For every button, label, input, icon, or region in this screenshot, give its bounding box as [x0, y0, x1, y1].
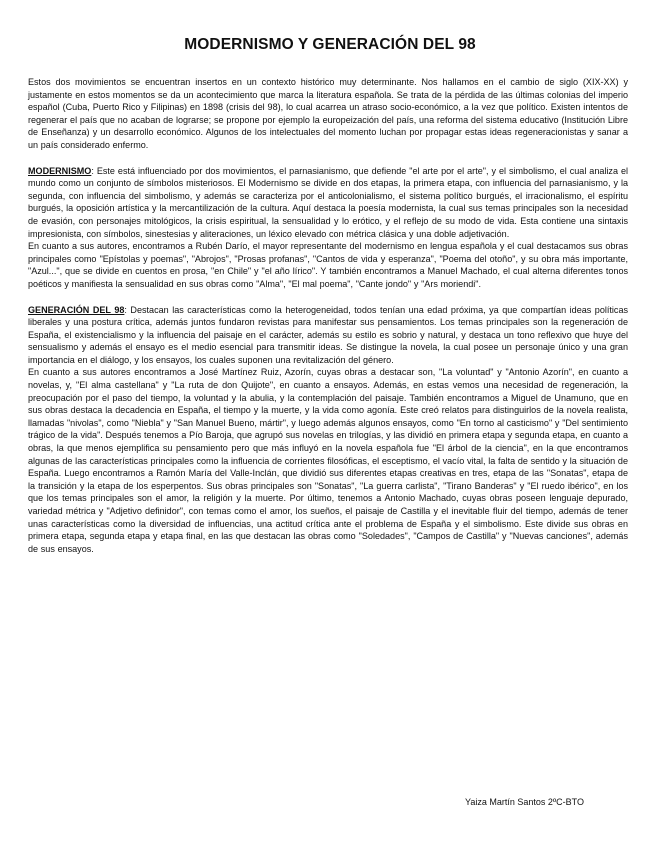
author-signature: Yaiza Martín Santos 2ºC-BTO [465, 797, 584, 807]
generacion-authors-paragraph: En cuanto a sus autores encontramos a José Martínez Ruiz, Azorín, cuyas obras a destacar son, "La voluntad" y "Antonio Azorín", en cuanto a novelas, y, "El alma castellana" y "La ruta de don Quijote", en cuanto a ensayos. Además, en estas vemos una necesidad de regeneración, la preocupación por el paso del tiempo, la voluntad y la abulia, y la contemplación del paisaje. También encontramos a Miguel de Unamuno, que en sus obras destaca la decadencia en España, el tiempo y la muerte, y la vida como agonía. Este creó relatos para distinguirlos de la novela realista, llamadas "nivolas", como "Niebla" y "San Manuel Bueno, mártir", y luego además algunos ensayos, como "En torno al casticismo" y "Del sentimiento trágico de la vida". Después tenemos a Pío Baroja, que agrupó sus novelas en trilogías, y las dividió en primera etapa y segunda etapa, en cuanto a obras, la que menos ejemplifica su pensamiento pero que más influyó en la novela española fue "El árbol de la ciencia", en la que encontramos algunas de las características principales como la influencia de corrientes filosóficas, el esceptismo, el vacío vital, la falta de sentido y la situación de España. Luego encontramos a Ramón María del Valle-Inclán, que dividió sus diferentes etapas creativas en tres, etapa de las "Sonatas", etapa de la transición y la etapa de los esperpentos. Sus obras principales son "Sonatas", "La guerra carlista", "Tirano Banderas" y "El ruedo ibérico", en los que los temas principales son el amor, la religión y la muerte. Por último, tenemos a Antonio Machado, cuyas obras poseen lenguaje depurado, variedad métrica y "Adjetivo definidor", con temas como el amor, los sueños, el paisaje de Castilla y el inevitable fluir del tiempo, además de tener unas características como la diversidad de influencias, una actitud crítica ante el problema de España y el simbolismo. Este divide sus obras en primera etapa, segunda etapa y etapa final, en las que destacan las obras como "Soledades", "Campos de Castilla" y "Nuevas canciones", además de sus ensayos. [28, 367, 628, 554]
paragraph-gap [28, 291, 628, 304]
generacion-heading: GENERACIÓN DEL 98 [28, 304, 125, 315]
modernismo-heading: MODERNISMO [28, 165, 92, 176]
generacion-text: : Destacan las características como la heterogeneidad, todos tenían una edad próxima, ya que compartían ideas políticas liberales y una postura crítica, además juntos fundaron revistas para manifestar sus pensamientos. Los temas principales son la regeneración de España, el existencialismo y la influencia del paisaje en el carácter, además su estilo es sobrio y natural, y destaca un tono reflexivo que huye del sensualismo y además el ensayo es el medio esencial para transmitir ideas. Se distingue la novela, la cual posee un personaje único y una gran importancia en el diálogo, y los ensayos, los cuales suponen una revitalización del género. [28, 304, 628, 365]
modernismo-paragraph [28, 165, 628, 241]
document-page [28, 36, 628, 555]
modernismo-authors-paragraph: En cuanto a sus autores, encontramos a Rubén Darío, el mayor representante del modernismo en lengua española y el cual destacamos sus obras principales como "Epístolas y poemas", "Abrojos", "Prosas profanas", "Cantos de vida y esperanza", "Poema del otoño", y su obra más importante, "Azul...", que se divide en cuentos en prosa, "en Chile" y "el año lírico". Y también encontramos a Manuel Machado, el cual alterna diferentes tonos poéticos y manifiesta la sensualidad en sus obras como "Alma", "El mal poema", "Cante jondo" y "Ars moriendi". [28, 241, 628, 289]
generacion-paragraph [28, 304, 628, 367]
document-title: MODERNISMO Y GENERACIÓN DEL 98 [184, 36, 476, 53]
modernismo-text: : Este está influenciado por dos movimientos, el parnasianismo, que defiende "el arte por el arte", y el simbolismo, el cual analiza el mundo como un conjunto de símbolos misteriosos. El Modernismo se divide en dos etapas, la primera etapa, con influencia del parnasianismo, y la segunda, con influencia del simbolismo, y además se caracteriza por el anticolonialismo, el sistema político burgués, el irracionalismo, el espíritu burgués, la oposición artística y la mercantilización de la cultura. Aquí destaca la poesía modernista, la cual sus temas principales son la necesidad de evasión, con personajes mitológicos, la crisis espiritual, la sensualidad y lo erótico, y el reflejo de su modo de vida. Esta contiene una sintaxis impresionista, con símbolos, sinestesias y aliteraciones, un léxico elevado con métrica clásica y una doble adjetivación. [28, 165, 628, 239]
paragraph-gap [28, 152, 628, 165]
intro-paragraph: Estos dos movimientos se encuentran insertos en un contexto histórico muy determinante. Nos hallamos en el cambio de siglo (XIX-XX) y justamente en estos momentos se da un acontecimiento que marca la literatura española. Se trata de la pérdida de las últimas colonias del imperio español (Cuba, Puerto Rico y Filipinas) en 1898 (crisis del 98), lo cual acarrea un atraso socio-económico, a la vez que político. Existen intentos de regenerar el país que no acaban de lograrse; se propone por ejemplo la europeización del país, una reforma del sistema educativo (Institución Libre de Enseñanza) y un desarrollo económico. Algunos de los intelectuales del momento luchan por propagar estas ideas regeneracionistas y sanar a un país considerado enfermo. [28, 77, 628, 150]
